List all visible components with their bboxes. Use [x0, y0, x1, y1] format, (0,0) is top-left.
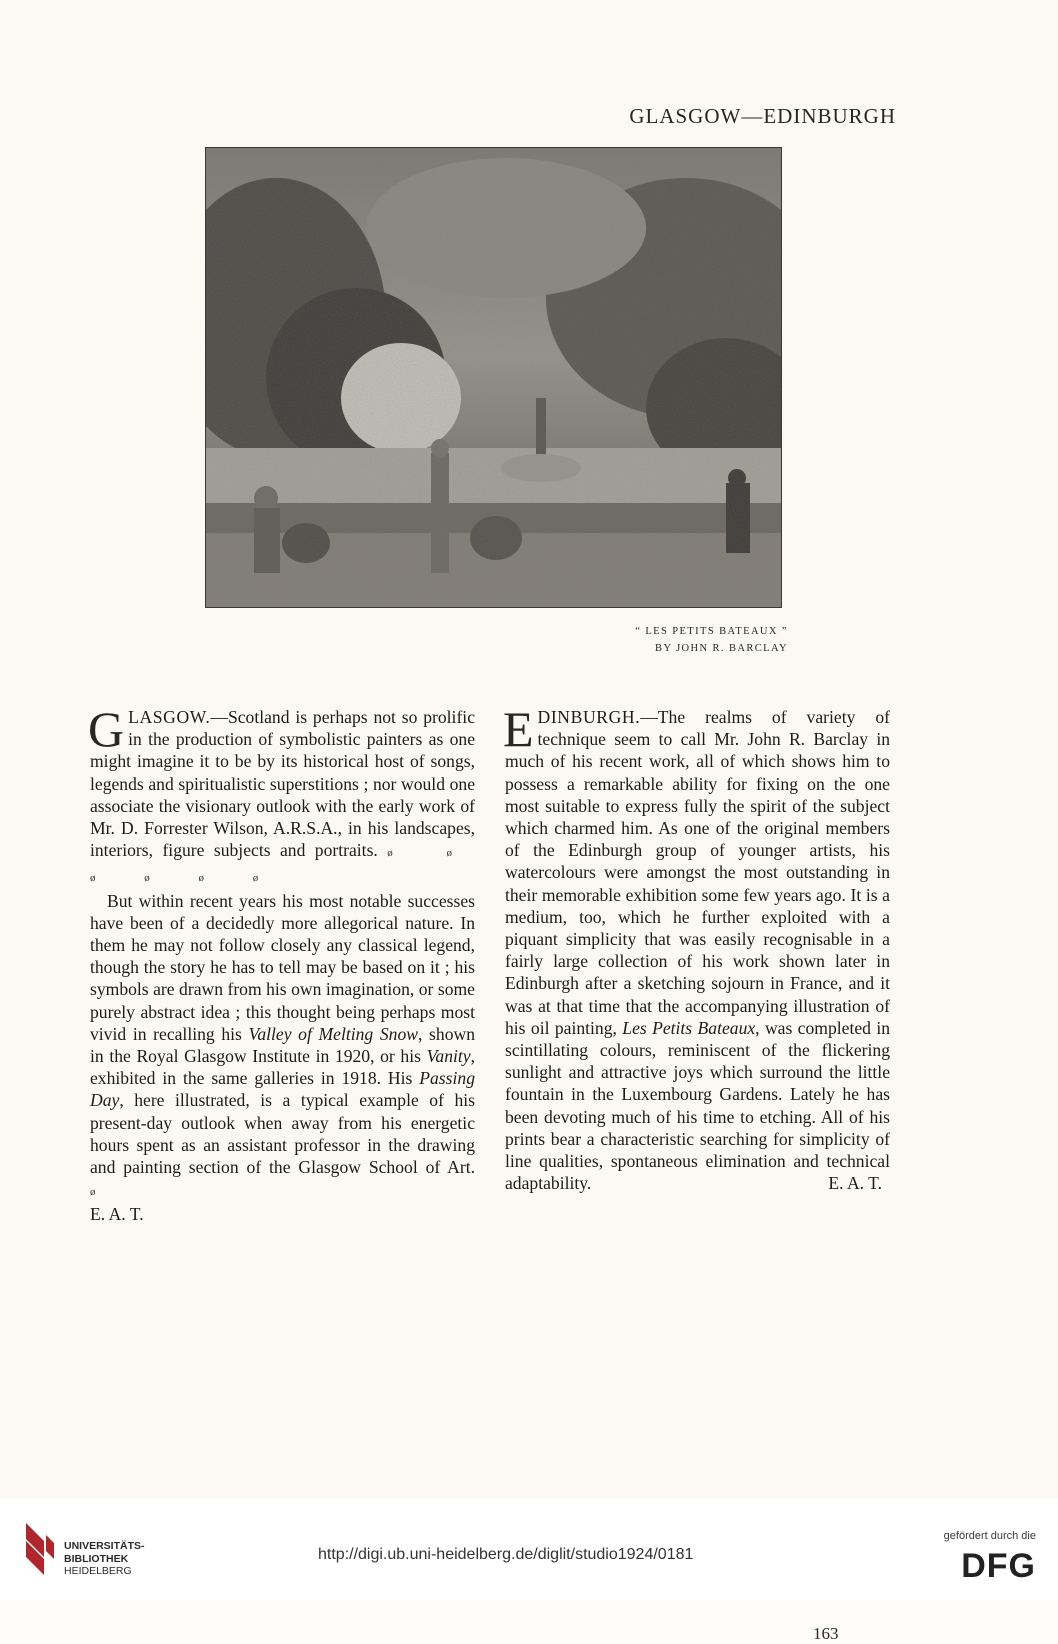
glasgow-lead: LASGOW. [128, 707, 211, 727]
title-vanity: Vanity [426, 1046, 471, 1067]
edinburgh-body-b: , was completed in scintillating colours, reminiscent of the flickering sunlight and attractive joys which surround the little fountain in the Luxembourg Gardens. Lately he has been devoting much of his time to etching. All of his prints bear a characteristic searching for simplicity of line qualities, spontaneous elimination and technical adaptability. [505, 1017, 891, 1194]
title-valley-of-melting-snow: Valley of Melting Snow [248, 1023, 418, 1044]
title-passing-day: Passing Day [90, 1068, 475, 1111]
edinburgh-lead: DINBURGH. [537, 707, 641, 727]
left-column-glasgow [88, 701, 475, 1226]
dfg-logo: DFG [961, 1547, 1036, 1585]
dropcap-g: G [88, 701, 125, 757]
right-column-edinburgh [503, 701, 891, 1194]
edinburgh-body-a: —The realms of variety of technique seem to call Mr. John R. Barclay in much of his recent work, all of which shows him to possess a remarkable ability for fixing on the one most suitable to express fully the spirit of the subject which charmed him. As one of the original members of the Edinburgh group of younger artists, his watercolours were amongst the most outstanding in their memorable exhibition some few years ago. It is a medium, too, which he further exploited with a piquant simplicity that was easily recognisable in a fairly large collection of his work shown later in Edinburgh after a sketching sojourn in France, and it was at that time that the accompanying illustration of his oil painting, [505, 707, 890, 1038]
painting-image [206, 148, 781, 607]
ornament-row: ø ø ø ø ø ø [90, 847, 475, 885]
library-line-1: UNIVERSITÄTS- [64, 1540, 145, 1552]
edinburgh-signature: E. A. T. [828, 1173, 882, 1194]
glasgow-body-2b: , shown in the Royal Glasgow Institute in 1920, or his [90, 1023, 475, 1067]
ornament-end: ø [90, 1186, 119, 1199]
library-logo-icon [22, 1521, 58, 1577]
plate-caption [528, 623, 788, 657]
glasgow-paragraph-2 [90, 890, 475, 1204]
caption-title: “ LES PETITS BATEAUX ” [635, 626, 788, 637]
glasgow-paragraph-1 [88, 701, 475, 890]
glasgow-body-2a: But within recent years his most notable successes have been of a decidedly more allegorical nature. In them he may not follow closely any classical legend, though the story he has to tell may be based on it ; his symbols are drawn from his own imagination, or some purely abstract idea ; this thought being perhaps most vivid in recalling his [90, 890, 475, 1044]
glasgow-body-1: —Scotland is perhaps not so prolific in the production of symbolistic painters as one might imagine it to be by its historical host of songs, legends and spiritualistic superstitions ; nor would one associate the visionary outlook with the early work of Mr. D. Forrester Wilson, A.R.S.A., in his landscapes, interiors, figure subjects and portraits. [90, 707, 475, 861]
glasgow-body-2c: , exhibited in the same galleries in 1918. His [90, 1046, 475, 1089]
digitization-footer [0, 1499, 1058, 1600]
edinburgh-paragraph [503, 701, 891, 1194]
library-name [64, 1540, 145, 1578]
glasgow-signature: E. A. T. [90, 1204, 144, 1225]
plate-illustration [205, 147, 782, 608]
source-url-link[interactable]: http://digi.ub.uni-heidelberg.de/diglit/studio1924/0181 [318, 1546, 694, 1563]
funding-label: gefördert durch die [943, 1530, 1036, 1542]
page-number: 163 [813, 1624, 839, 1643]
running-head: GLASGOW—EDINBURGH [629, 104, 896, 128]
title-les-petits-bateaux: Les Petits Bateaux [622, 1017, 756, 1038]
dropcap-e: E [503, 701, 534, 757]
library-line-2: BIBLIOTHEK [64, 1552, 129, 1565]
caption-artist: BY JOHN R. BARCLAY [655, 643, 788, 654]
library-line-3: HEIDELBERG [64, 1565, 132, 1577]
glasgow-body-2d: , here illustrated, is a typical example of his present-day outlook when away from his energetic hours spent as an assistant professor in the drawing and painting section of the Glasgow School of Art. [90, 1090, 475, 1178]
